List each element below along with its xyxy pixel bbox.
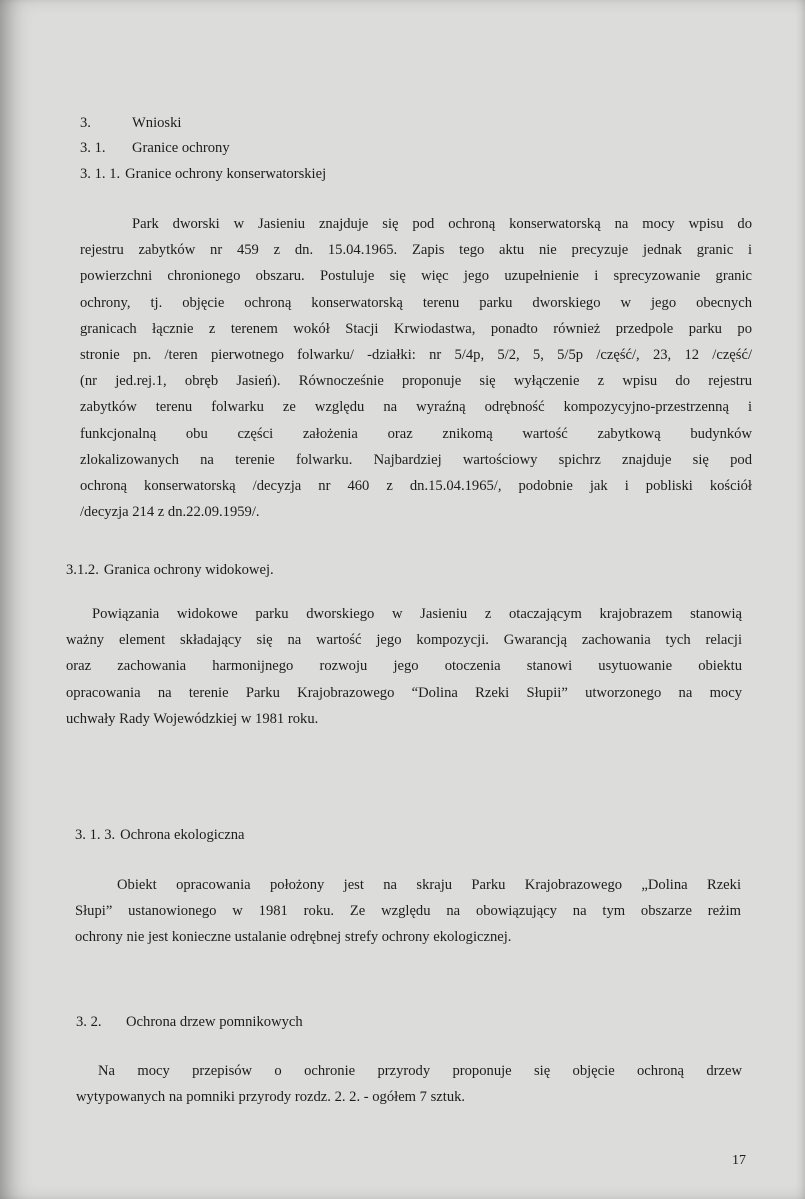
page-number: 17 (732, 1153, 746, 1168)
section-3-1-2-number: 3.1.2. (66, 562, 99, 578)
section-3-2-paragraph (76, 1058, 742, 1110)
section-3-1-heading (80, 139, 230, 157)
section-3-2-title: Ochrona drzew pomnikowych (126, 1014, 303, 1030)
paragraph-line: opracowania na terenie Parku Krajobrazowego “Dolina Rzeki Słupii” utworzonego na mocy (66, 684, 742, 701)
paragraph-line: rejestru zabytków nr 459 z dn. 15.04.1965. Zapis tego aktu nie precyzuje jednak granic i (80, 242, 752, 259)
section-3-1-1-paragraph (80, 211, 752, 525)
paragraph-line: (nr jed.rej.1, obręb Jasień). Równocześnie proponuje się wyłączenie z wpisu do rejestru (80, 373, 752, 390)
paragraph-line: zabytków terenu folwarku ze względu na wyraźną odrębność kompozycyjno-przestrzenną i (80, 399, 752, 416)
paragraph-line: ochroną konserwatorską /decyzja nr 460 z dn.15.04.1965/, podobnie jak i pobliski kościół (80, 478, 752, 495)
paragraph-line: Powiązania widokowe parku dworskiego w Jasieniu z otaczającym krajobrazem stanowią (92, 606, 742, 622)
paragraph-line: stronie pn. /teren pierwotnego folwarku/ -działki: nr 5/4p, 5/2, 5, 5/5p /część/, 23, 12 /część/ (80, 347, 752, 364)
section-3-1-title: Granice ochrony (132, 140, 230, 156)
section-3-1-2-paragraph (66, 601, 742, 732)
section-3-1-3-paragraph (75, 872, 741, 951)
section-3-2-number: 3. 2. (76, 1014, 102, 1030)
paragraph-line: oraz zachowania harmonijnego rozwoju jego otoczenia stanowi usytuowanie obiektu (66, 658, 742, 675)
section-3-1-1-heading (80, 165, 326, 183)
section-3-1-2-title: Granica ochrony widokowej. (103, 562, 274, 578)
section-3-1-3-title: Ochrona ekologiczna (120, 827, 245, 843)
paragraph-line: Na mocy przepisów o ochronie przyrody proponuje się objęcie ochroną drzew (98, 1063, 742, 1079)
paragraph-line: ochrony, tj. objęcie ochroną konserwatorską terenu parku dworskiego w jego obecnych (80, 294, 752, 311)
paragraph-line: powierzchni chronionego obszaru. Postuluje się więc jego uzupełnienie i sprecyzowanie granic (80, 268, 752, 285)
paragraph-line: uchwały Rady Wojewódzkiej w 1981 roku. (66, 710, 319, 727)
paragraph-line: Słupi” ustanowionego w 1981 roku. Ze względu na obowiązujący na tym obszarze reżim (75, 903, 741, 920)
section-3-number: 3. (80, 115, 91, 131)
paragraph-line: Park dworski w Jasieniu znajduje się pod ochroną konserwatorską na mocy wpisu do (132, 216, 752, 232)
paragraph-line: /decyzja 214 z dn.22.09.1959/. (80, 504, 260, 521)
section-3-1-1-title: Granice ochrony konserwatorskiej (125, 166, 327, 182)
section-3-1-number: 3. 1. (80, 140, 106, 156)
paragraph-line: wytypowanych na pomniki przyrody rozdz. 2. 2. - ogółem 7 sztuk. (76, 1089, 466, 1106)
paragraph-line: funkcjonalną obu części założenia oraz znikomą wartość zabytkową budynków (80, 425, 752, 442)
paragraph-line: granicach łącznie z terenem wokół Stacji Krwiodastwa, ponadto również przedpole parku po (80, 320, 752, 337)
section-3-1-1-number: 3. 1. 1. (80, 166, 121, 182)
paragraph-line: Obiekt opracowania położony jest na skraju Parku Krajobrazowego „Dolina Rzeki (117, 877, 741, 893)
section-3-heading (80, 114, 181, 132)
paragraph-line: ochrony nie jest konieczne ustalanie odrębnej strefy ochrony ekologicznej. (75, 929, 512, 946)
paragraph-line: ważny element składający się na wartość jego kompozycji. Gwarancją zachowania tych relacji (66, 632, 742, 649)
section-3-1-3-heading (75, 826, 245, 844)
paragraph-line: zlokalizowanych na terenie folwarku. Najbardziej wartościowy spichrz znajduje się pod (80, 451, 752, 468)
section-3-1-3-number: 3. 1. 3. (75, 827, 116, 843)
section-3-2-heading (76, 1013, 303, 1031)
section-3-1-2-heading (66, 561, 274, 579)
section-3-title: Wnioski (132, 115, 182, 131)
